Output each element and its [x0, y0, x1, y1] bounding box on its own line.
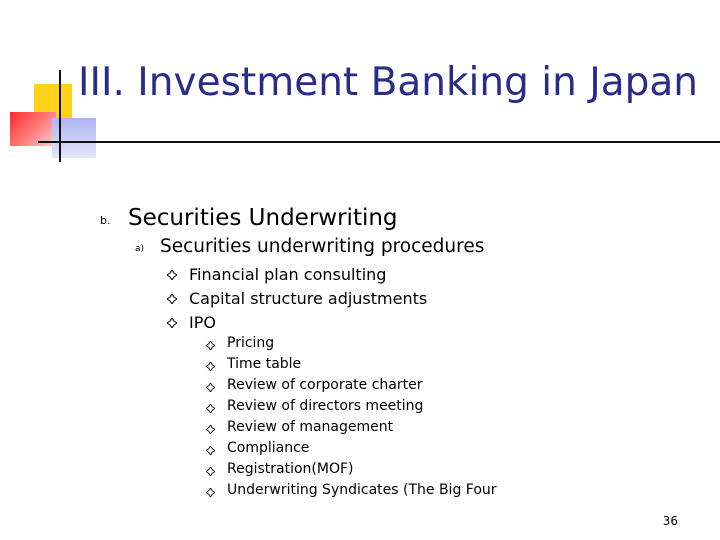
- decor-vertical-line: [59, 70, 61, 162]
- list-item: Compliance: [227, 440, 310, 456]
- level2-text: Securities underwriting procedures: [160, 236, 485, 257]
- diamond-bullet-icon: [206, 341, 215, 350]
- list-item: Time table: [227, 356, 302, 372]
- diamond-bullet-icon: [206, 488, 215, 497]
- diamond-bullet-icon: [206, 383, 215, 392]
- page-number: 36: [662, 514, 678, 528]
- list-item: Pricing: [227, 335, 275, 351]
- list-item: Financial plan consulting: [189, 265, 387, 284]
- list-item: Underwriting Syndicates (The Big Four: [227, 482, 497, 498]
- level1-text: Securities Underwriting: [128, 205, 398, 231]
- level1-marker: b.: [100, 214, 111, 227]
- list-item: Review of management: [227, 419, 394, 435]
- diamond-bullet-icon: [167, 318, 177, 328]
- diamond-bullet-icon: [167, 270, 177, 280]
- diamond-bullet-icon: [206, 425, 215, 434]
- diamond-bullet-icon: [167, 294, 177, 304]
- diamond-bullet-icon: [206, 467, 215, 476]
- decor-horizontal-rule: [38, 141, 720, 143]
- slide-title: III. Investment Banking in Japan: [78, 60, 698, 105]
- list-item: IPO: [189, 313, 216, 332]
- list-item: Registration(MOF): [227, 461, 354, 477]
- list-item: Review of directors meeting: [227, 398, 424, 414]
- list-item: Review of corporate charter: [227, 377, 423, 393]
- list-item: Capital structure adjustments: [189, 289, 428, 308]
- level2-marker: a): [135, 244, 145, 254]
- diamond-bullet-icon: [206, 446, 215, 455]
- diamond-bullet-icon: [206, 362, 215, 371]
- diamond-bullet-icon: [206, 404, 215, 413]
